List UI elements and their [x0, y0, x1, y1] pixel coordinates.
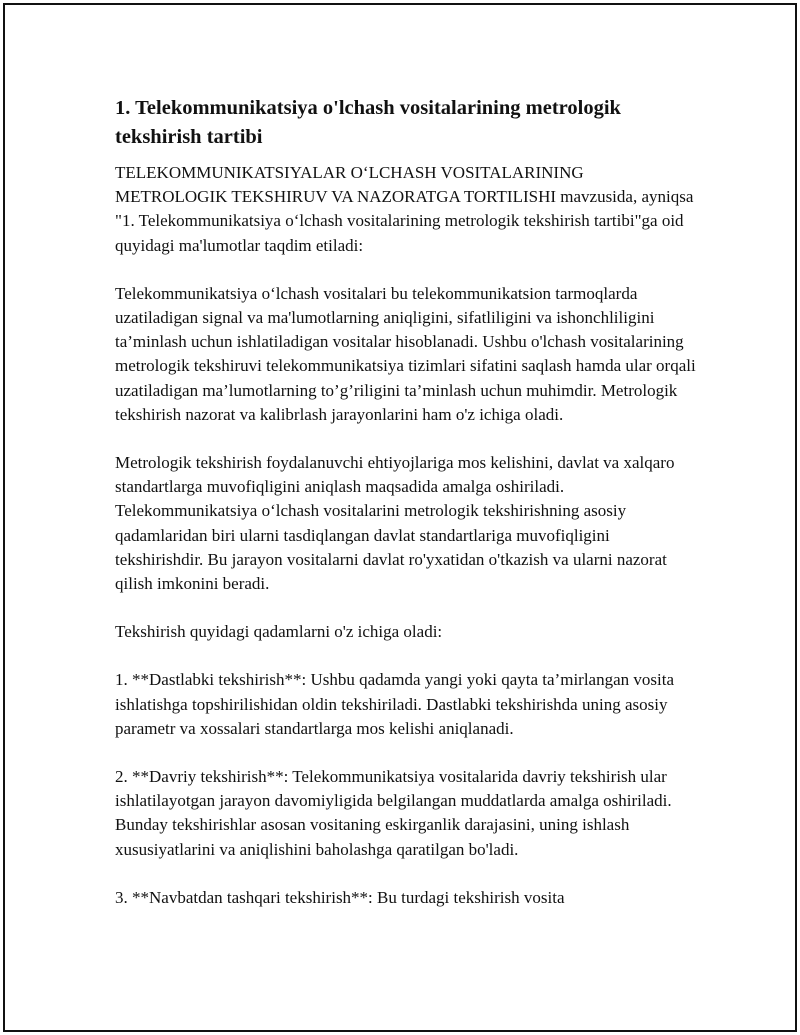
steps-intro-paragraph: Tekshirish quyidagi qadamlarni o'z ichiga oladi: — [115, 622, 443, 642]
step-1-paragraph: 1. **Dastlabki tekshirish**: Ushbu qadamda yangi yoki qayta ta’mirlangan vosita ishlatishga topshirilishidan oldin tekshiriladi. Dastlabki tekshirishda uning asosiy parametr va xossalari standartlarga mos kelishi aniqlanadi. — [115, 670, 674, 738]
definition-paragraph: Telekommunikatsiya o‘lchash vositalari bu telekommunikatsion tarmoqlarda uzatiladigan signal va ma'lumotlarning aniqligini, sifatliligini va ishonchliligini ta’minlash uchun ishlatiladigan vositalar hisoblanadi. Ushbu o'lchash vositalarining metrologik tekshiruvi telekommunikatsiya tizimlari sifatini saqlash hamda ular orqali uzatiladigan ma’lumotlarning to’g’riligini ta’minlash uchun muhimdir. Metrologik tekshirish nazorat va kalibrlash jarayonlarini ham o'z ichiga oladi. — [115, 283, 696, 424]
purpose-paragraph: Metrologik tekshirish foydalanuvchi ehtiyojlariga mos kelishini, davlat va xalqaro standartlarga muvofiqligini aniqlash maqsadida amalga oshiriladi. Telekommunikatsiya o‘lchash vositalarini metrologik tekshirishning asosiy qadamlaridan biri ularni tasdiqlangan davlat standartlariga muvofiqligini tekshirishdir. Bu jarayon vositalarni davlat ro'yxatidan o'tkazish va ularni nazorat qilish imkonini beradi. — [115, 453, 675, 594]
document-body — [115, 94, 700, 934]
intro-paragraph: TELEKOMMUNIKATSIYALAR O‘LCHASH VOSITALARINING METROLOGIK TEKSHIRUV VA NAZORATGA TORTILISHI mavzusida, ayniqsa "1. Telekommunikatsiya o‘lchash vositalarining metrologik tekshirish tartibi"ga oid quyidagi ma'lumotlar taqdim etiladi: — [115, 163, 694, 255]
step-2-paragraph: 2. **Davriy tekshirish**: Telekommunikatsiya vositalarida davriy tekshirish ular ishlatilayotgan jarayon davomiyligida belgilangan muddatlarda amalga oshiriladi. Bunday tekshirishlar asosan vositaning eskirganlik darajasini, uning ishlash xususiyatlarini va aniqlishini baholashga qaratilgan bo'ladi. — [115, 767, 672, 859]
section-heading: 1. Telekommunikatsiya o'lchash vositalarining metrologik tekshirish tartibi — [115, 97, 621, 148]
step-3-paragraph: 3. **Navbatdan tashqari tekshirish**: Bu turdagi tekshirish vosita — [115, 887, 565, 907]
